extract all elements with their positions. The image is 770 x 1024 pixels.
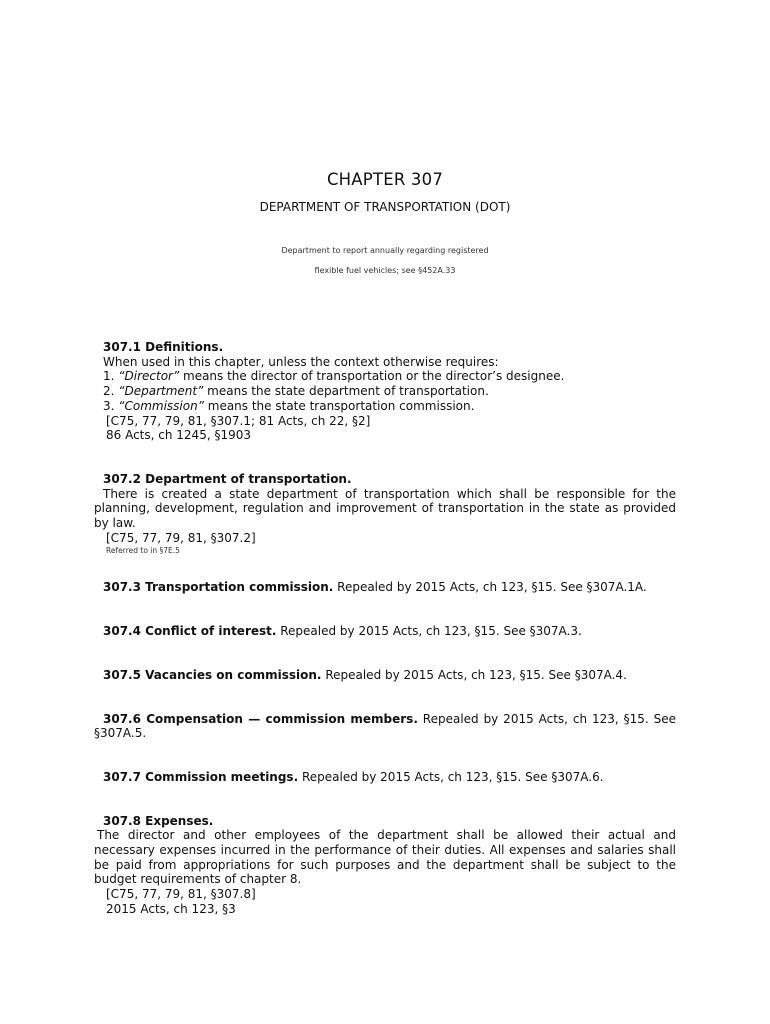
item-number: 1. [103,369,115,384]
defined-term: “Department” [118,384,204,399]
defined-term: “Director” [118,369,180,384]
definition-item [94,384,676,399]
repeal-text: Repealed by 2015 Acts, ch 123, §15. See §307A.4. [321,667,627,682]
chapter-note-line-1: Department to report annually regarding registered [281,246,489,255]
chapter-subtitle: DEPARTMENT OF TRANSPORTATION (DOT) [259,200,511,214]
section-heading: 307.8 Expenses. [103,813,214,828]
definition-text: means the director of transportation or the director’s designee. [179,369,565,384]
history-note: 86 Acts, ch 1245, §1903 [106,428,251,443]
chapter-note-line-2: flexible fuel vehicles; see §452A.33 [314,266,456,275]
item-number: 2. [103,384,115,399]
item-number: 3. [103,398,115,413]
referred-to-note: Referred to in §7E.5 [106,546,180,556]
section-body: The director and other employees of the department shall be allowed their actual and necessary expenses incurred in the performance of their duties. All expenses and salaries shall be paid from appropriations for such purposes and the department shall be subject to the budget requirements of chapter 8. [94,828,676,887]
section-heading: 307.1 Definitions. [103,340,224,354]
section-heading: 307.7 Commission meetings. [103,769,299,784]
definition-item [94,369,676,384]
repeal-text: Repealed by 2015 Acts, ch 123, §15. See §307A.6. [298,769,604,784]
definition-item [94,399,676,414]
section-307-1 [94,340,676,443]
chapter-content [94,340,676,917]
section-307-6 [94,712,676,741]
chapter-title: CHAPTER 307 [326,170,444,189]
history-note: [C75, 77, 79, 81, §307.2] [106,530,256,545]
section-heading: 307.3 Transportation commission. [103,580,334,595]
section-intro: When used in this chapter, unless the context otherwise requires: [103,354,499,369]
history-note: 2015 Acts, ch 123, §3 [106,901,236,916]
section-heading: 307.4 Conflict of interest. [103,624,277,639]
section-307-7 [94,770,676,785]
repeal-text: Repealed by 2015 Acts, ch 123, §15. See §307A.3. [276,624,582,639]
definition-text: means the state transportation commission. [203,398,475,413]
section-body: There is created a state department of transportation which shall be responsible for the planning, development, regulation and improvement of transportation in the state as provided by law. [94,486,676,531]
history-note: [C75, 77, 79, 81, §307.8] [106,887,256,902]
repeal-text: Repealed by 2015 Acts, ch 123, §15. See §307A.5. [94,711,676,741]
section-307-4 [94,624,676,639]
section-heading: 307.5 Vacancies on commission. [103,667,322,682]
history-note: [C75, 77, 79, 81, §307.1; 81 Acts, ch 22, §2] [106,413,371,428]
section-307-2 [94,472,676,558]
section-307-5 [94,668,676,683]
definition-text: means the state department of transportation. [203,384,489,399]
repeal-text: Repealed by 2015 Acts, ch 123, §15. See §307A.1A. [333,580,647,595]
section-307-8 [94,814,676,917]
section-heading: 307.6 Compensation — commission members. [103,711,418,726]
section-307-3 [94,580,676,595]
defined-term: “Commission” [118,398,204,413]
section-heading: 307.2 Department of transportation. [103,471,352,486]
